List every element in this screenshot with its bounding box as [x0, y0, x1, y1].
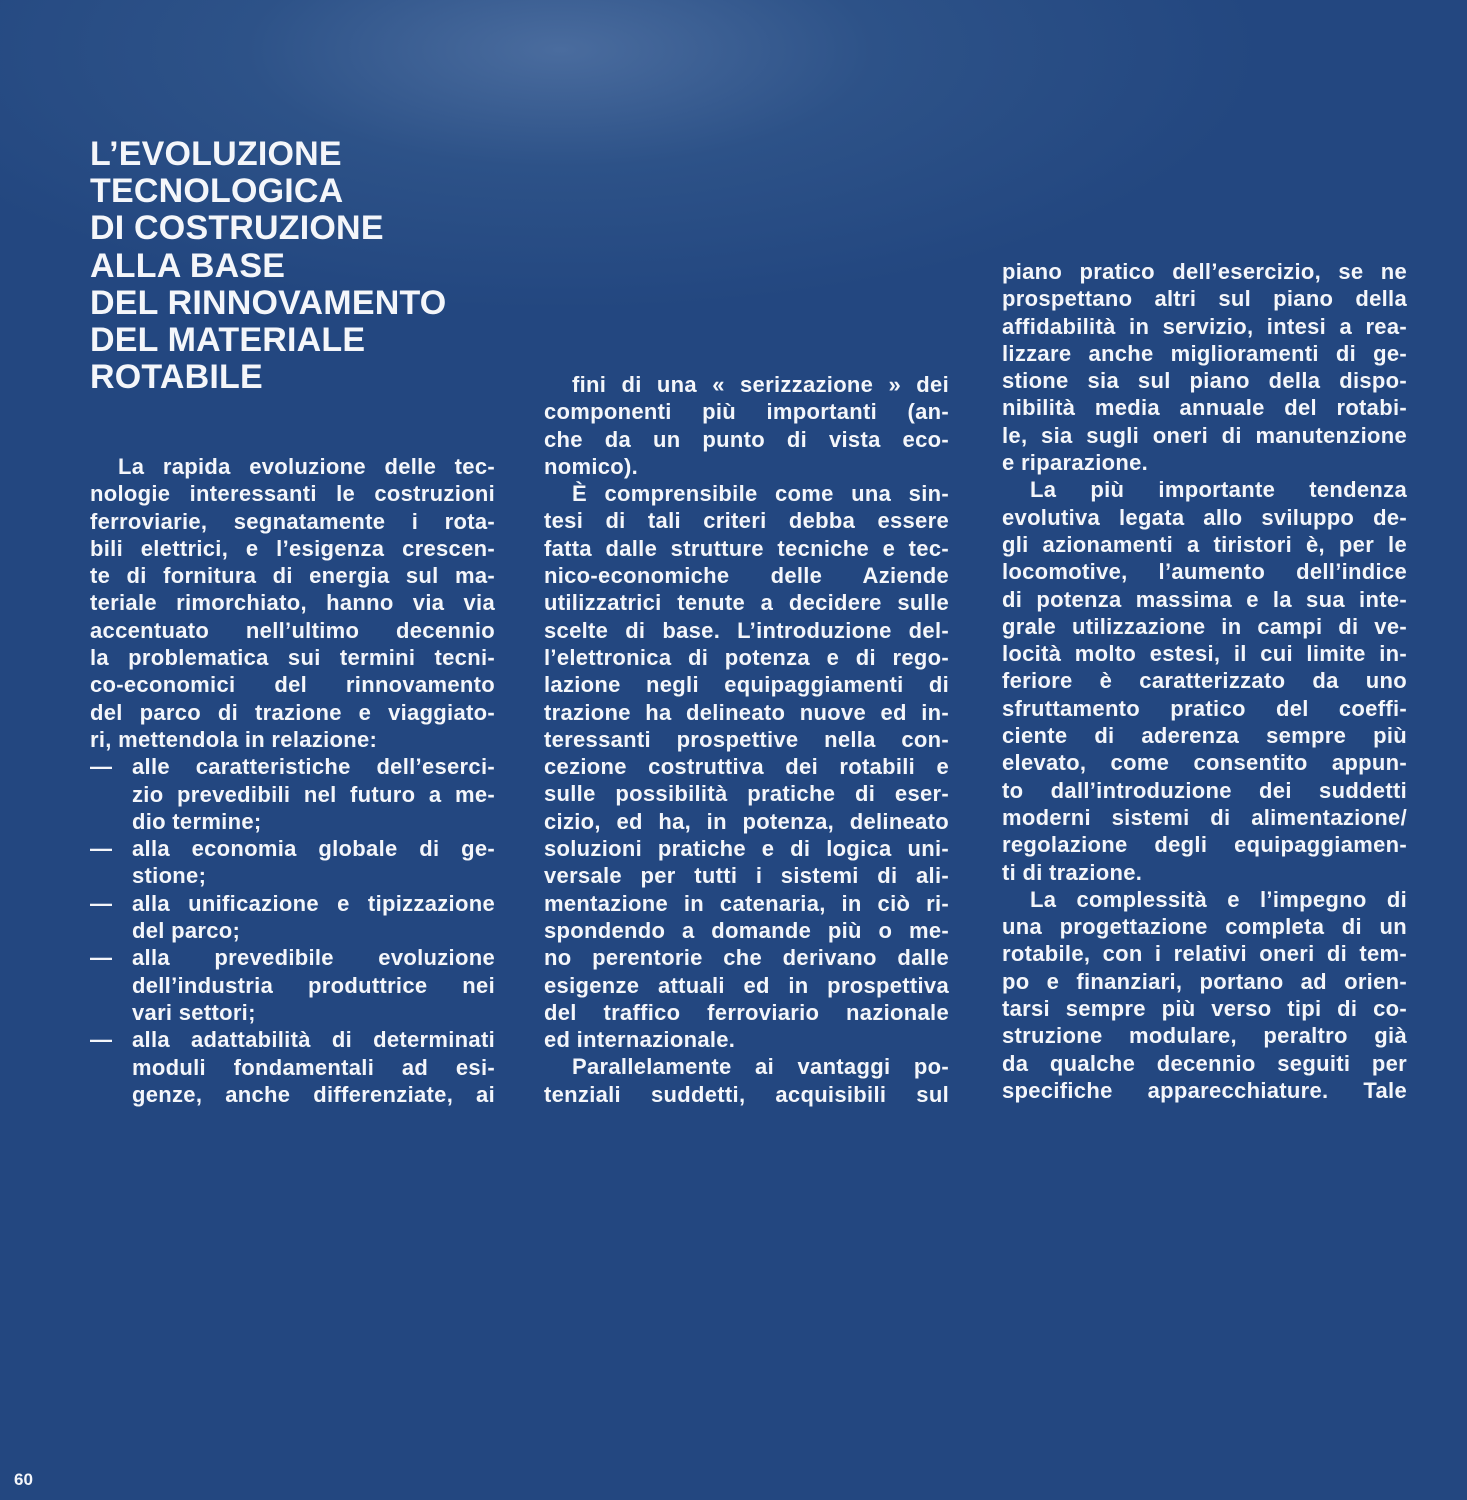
list-item-line: moduli fondamentali ad esi- — [132, 1054, 495, 1080]
text-line: È comprensibile come una sin- — [572, 481, 949, 507]
text-line: te di fornitura di energia sul ma- — [90, 563, 495, 589]
title-line: L’EVOLUZIONE — [90, 135, 342, 173]
title-line: DEL RINNOVAMENTO — [90, 283, 447, 322]
text-line: cizio, ed ha, in potenza, delineato — [544, 808, 949, 834]
text-line: ciente di aderenza sempre più — [1002, 723, 1407, 749]
text-column-1 — [90, 453, 495, 1108]
text-line: da qualche decennio seguiti per — [1002, 1050, 1407, 1076]
list-item-line: vari settori; — [132, 999, 256, 1025]
text-line: l’elettronica di potenza e di rego- — [544, 644, 949, 670]
text-line: del traffico ferroviario nazionale — [544, 999, 949, 1025]
text-line: sulle possibilità pratiche di eser- — [544, 781, 949, 807]
text-line: locomotive, l’aumento dell’indice — [1002, 559, 1407, 585]
text-line: trazione ha delineato nuove ed in- — [544, 699, 949, 725]
text-line: prospettano altri sul piano della — [1002, 286, 1407, 312]
text-line: tesi di tali criteri debba essere — [544, 508, 949, 534]
title-line: DI COSTRUZIONE — [90, 209, 384, 248]
text-line: accentuato nell’ultimo decennio — [90, 617, 495, 643]
text-line: regolazione degli equipaggiamen- — [1002, 832, 1407, 858]
text-line: le, sia sugli oneri di manutenzione — [1002, 422, 1407, 448]
text-line: lizzare anche miglioramenti di ge- — [1002, 340, 1407, 366]
text-line: ti di trazione. — [1002, 859, 1143, 885]
text-line: esigenze attuali ed in prospettiva — [544, 972, 949, 998]
text-line: sfruttamento pratico del coeffi- — [1002, 695, 1407, 721]
text-line: nologie interessanti le costruzioni — [90, 481, 495, 507]
text-line: versale per tutti i sistemi di ali- — [544, 863, 949, 889]
text-line: la problematica sui termini tecni- — [90, 645, 495, 671]
text-line: specifiche apparecchiature. Tale — [1002, 1077, 1407, 1103]
text-column-2 — [544, 371, 949, 1108]
list-item-line: stione; — [132, 863, 207, 889]
text-line: cezione costruttiva dei rotabili e — [544, 754, 949, 780]
article-title — [90, 136, 446, 396]
list-item-line: — alle caratteristiche dell’eserci- — [90, 753, 495, 780]
list-item-line: — alla unificazione e tipizzazione — [90, 890, 495, 917]
list-item-line: zio prevedibili nel futuro a me- — [132, 781, 495, 807]
text-line: nibilità media annuale del rotabi- — [1002, 395, 1407, 421]
title-line: DEL MATERIALE — [90, 321, 366, 360]
text-line: gli azionamenti a tiristori è, per le — [1002, 531, 1407, 557]
text-line: La più importante tendenza — [1030, 477, 1407, 503]
title-line: TECNOLOGICA — [90, 172, 344, 211]
text-line: no perentorie che derivano dalle — [544, 945, 949, 971]
text-line: co-economici del rinnovamento — [90, 672, 495, 698]
text-line: ed internazionale. — [544, 1027, 736, 1053]
text-line: di potenza massima e la sua inte- — [1002, 586, 1407, 612]
text-line: affidabilità in servizio, intesi a rea- — [1002, 313, 1407, 339]
text-line: e riparazione. — [1002, 450, 1149, 476]
text-line: scelte di base. L’introduzione del- — [544, 617, 949, 643]
text-line: fini di una « serizzazione » dei — [572, 372, 949, 397]
text-line: spondendo a domande più o me- — [544, 917, 949, 943]
title-line: ALLA BASE — [90, 246, 286, 285]
list-item-line: — alla adattabilità di determinati — [90, 1026, 495, 1053]
page-number: 60 — [14, 1470, 33, 1489]
text-line: elevato, come consentito appun- — [1002, 750, 1407, 776]
text-column-3 — [1002, 258, 1407, 1104]
text-line: evolutiva legata allo sviluppo de- — [1002, 504, 1407, 530]
list-item-line: genze, anche differenziate, ai — [132, 1081, 495, 1107]
text-line: teriale rimorchiato, hanno via via — [90, 590, 495, 616]
text-line: po e finanziari, portano ad orien- — [1002, 968, 1407, 994]
text-line: feriore è caratterizzato da uno — [1002, 668, 1407, 694]
text-line: nico-economiche delle Aziende — [544, 563, 949, 589]
list-item-line: — alla prevedibile evoluzione — [90, 944, 495, 971]
text-line: La rapida evoluzione delle tec- — [118, 454, 495, 479]
text-line: componenti più importanti (an- — [544, 399, 949, 425]
text-line: La complessità e l’impegno di — [1030, 886, 1407, 912]
text-line: bili elettrici, e l’esigenza crescen- — [90, 535, 495, 561]
text-line: grale utilizzazione in campi di ve- — [1002, 613, 1407, 639]
text-line: rotabile, con i relativi oneri di tem- — [1002, 941, 1407, 967]
text-line: del parco di trazione e viaggiato- — [90, 699, 495, 725]
text-line: fatta dalle strutture tecniche e tec- — [544, 535, 949, 561]
text-line: tenziali suddetti, acquisibili sul — [544, 1081, 949, 1107]
text-line: Parallelamente ai vantaggi po- — [572, 1054, 949, 1080]
list-item-line: — alla economia globale di ge- — [90, 835, 495, 862]
text-line: nomico). — [544, 453, 639, 479]
text-line: lazione negli equipaggiamenti di — [544, 672, 949, 698]
text-line: mentazione in catenaria, in ciò ri- — [544, 890, 949, 916]
list-item-line: dio termine; — [132, 808, 262, 834]
text-line: struzione modulare, peraltro già — [1002, 1023, 1407, 1049]
list-item-line: del parco; — [132, 918, 241, 944]
text-line: tarsi sempre più verso tipi di co- — [1002, 996, 1407, 1022]
list-item-line: dell’industria produttrice nei — [132, 972, 495, 998]
text-line: ri, mettendola in relazione: — [90, 726, 378, 752]
title-line: ROTABILE — [90, 358, 263, 397]
text-line: locità molto estesi, il cui limite in- — [1002, 641, 1407, 667]
text-line: stione sia sul piano della dispo- — [1002, 368, 1407, 394]
text-line: una progettazione completa di un — [1002, 914, 1407, 940]
text-line: to dall’introduzione dei suddetti — [1002, 777, 1407, 803]
text-line: moderni sistemi di alimentazione/ — [1002, 804, 1407, 830]
text-line: utilizzatrici tenute a decidere sulle — [544, 590, 949, 616]
text-line: piano pratico dell’esercizio, se ne — [1002, 259, 1407, 284]
text-line: ferroviarie, segnatamente i rota- — [90, 508, 495, 534]
text-line: che da un punto di vista eco- — [544, 426, 949, 452]
text-line: soluzioni pratiche e di logica uni- — [544, 836, 949, 862]
text-line: teressanti prospettive nella con- — [544, 726, 949, 752]
